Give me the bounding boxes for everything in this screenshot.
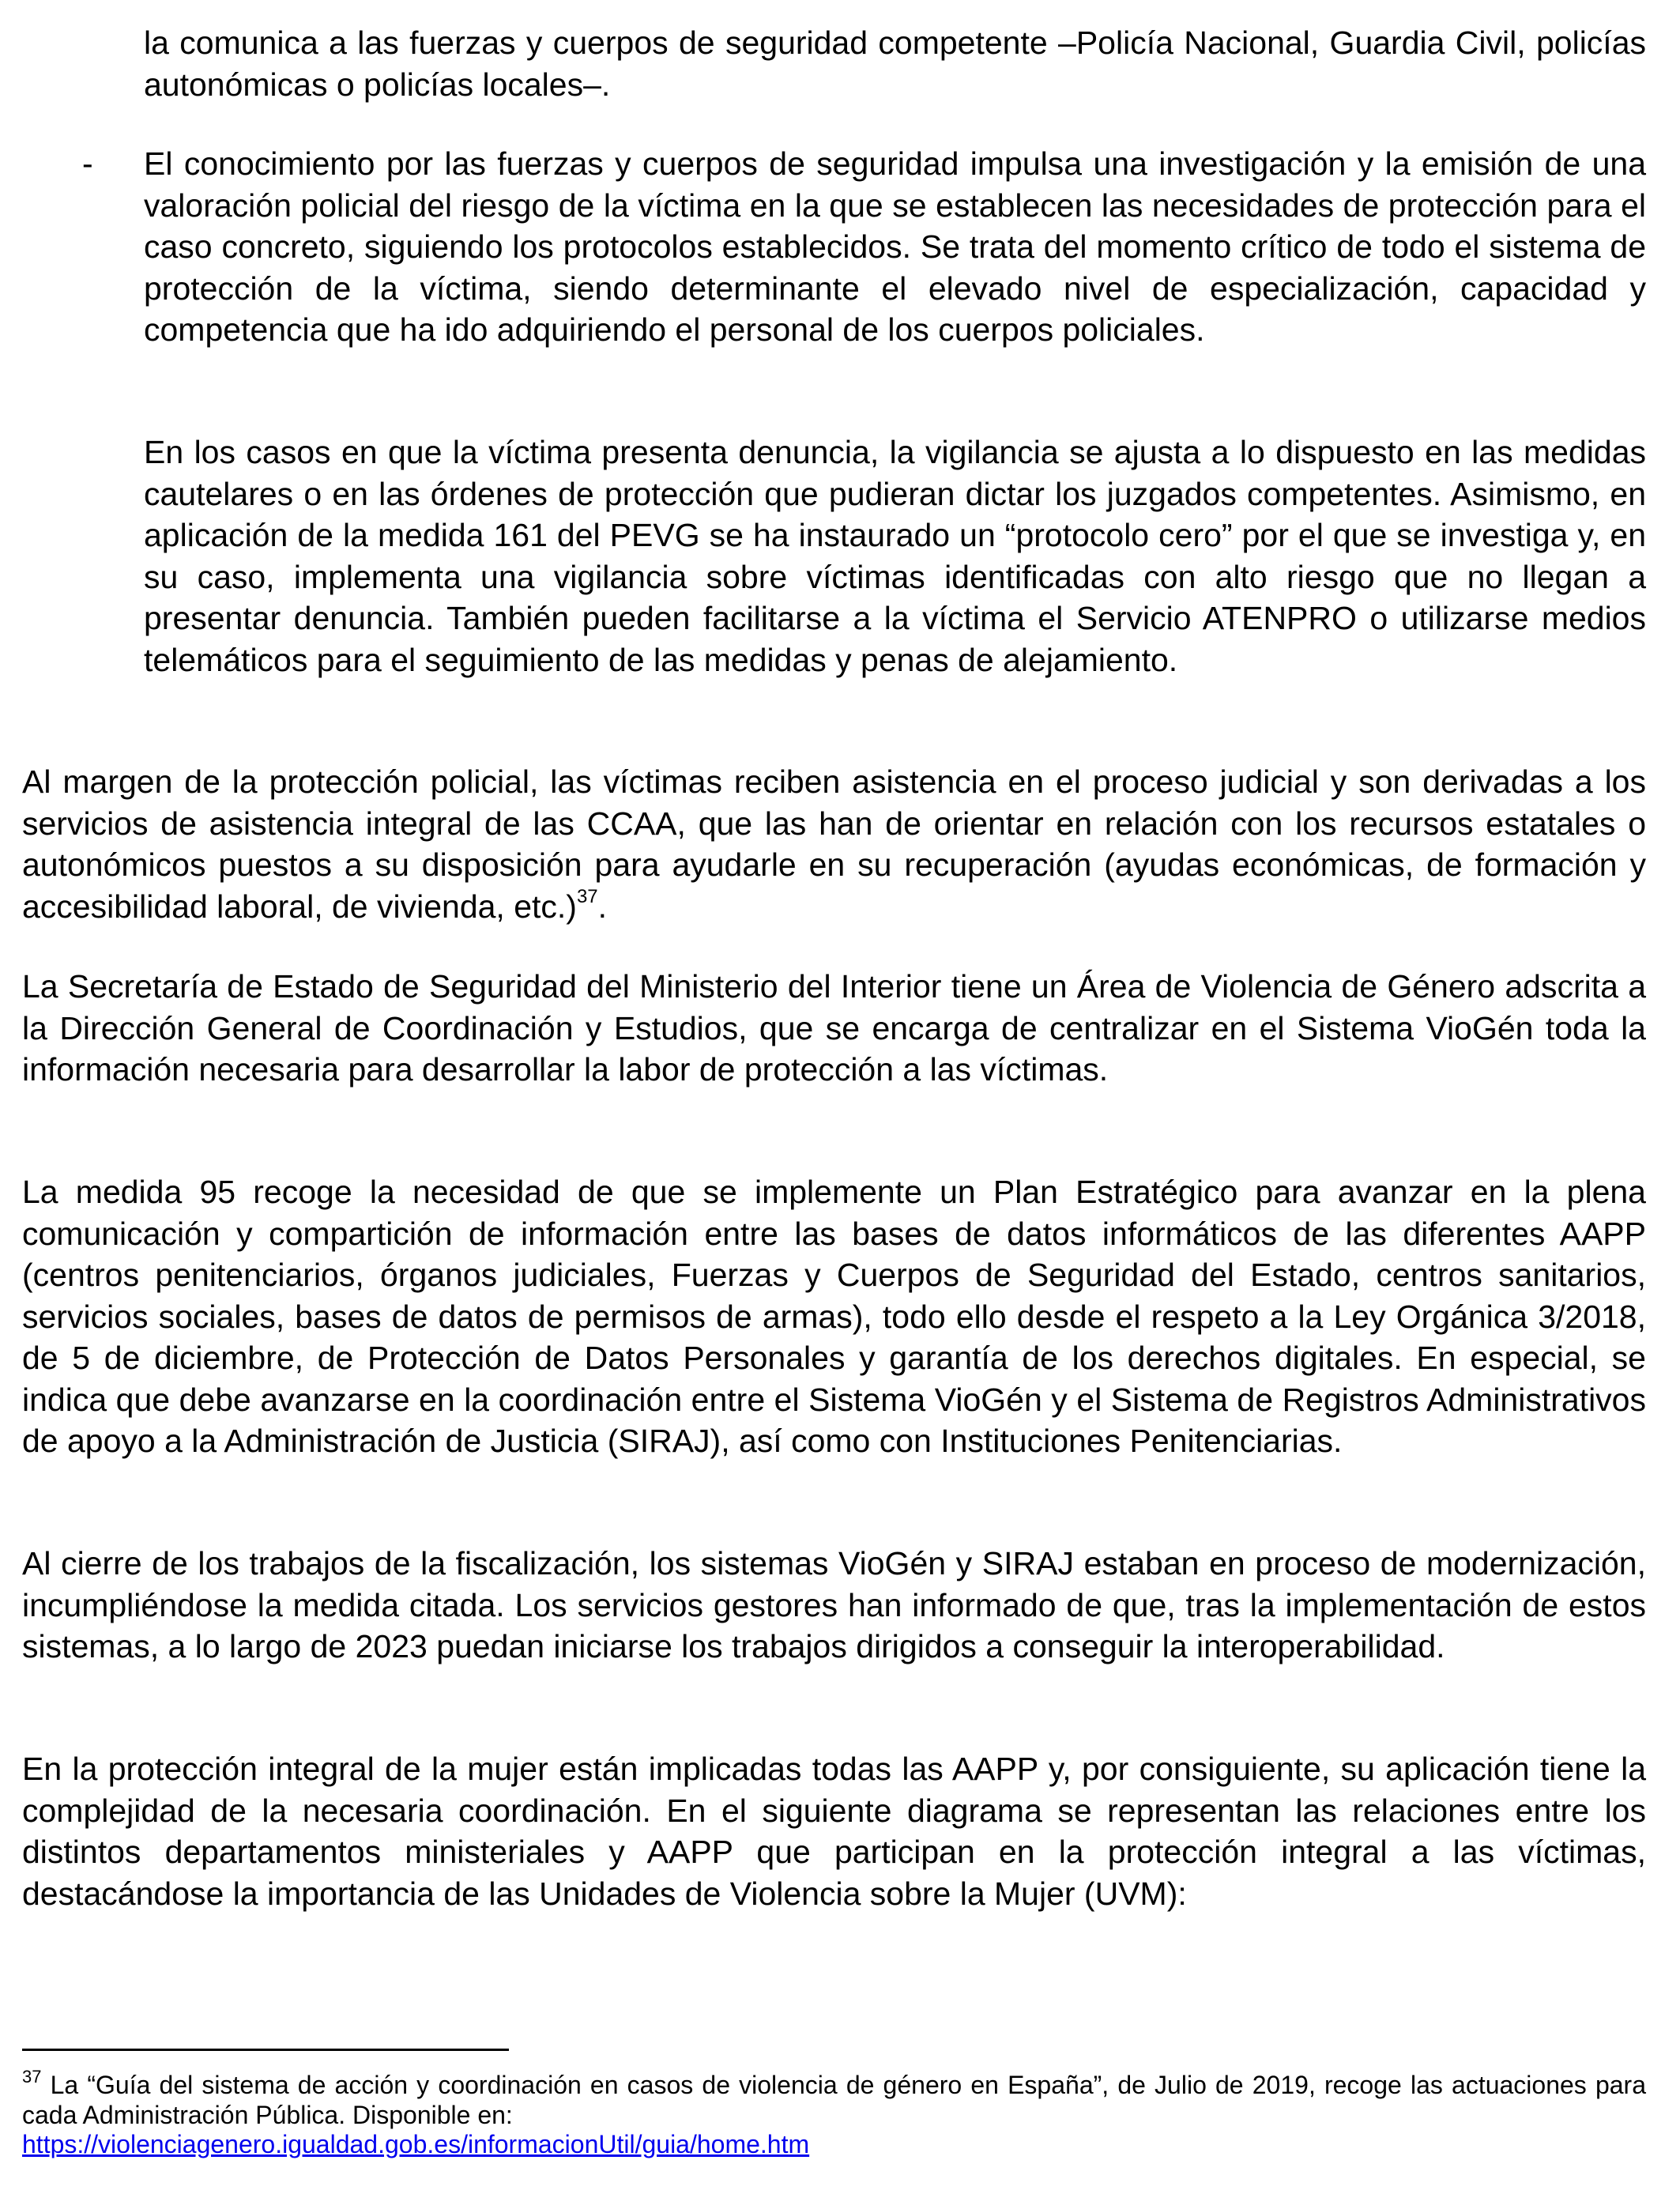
paragraph-complaint-surveillance: En los casos en que la víctima presenta denuncia, la vigilancia se ajusta a lo dispuesto en las medidas cautelares o en las órdenes de protección que pudieran dictar los juzgados competentes. Asimismo, en aplicación de la medida 161 del PEVG se ha instaurado un “protocolo cero” por el que se investiga y, en su caso, implementa una vigilancia sobre víctimas identificadas con alto riesgo que no llegan a presentar denuncia. También pueden facilitarse a la víctima el Servicio ATENPRO o utilizarse medios telemáticos para el seguimiento de las medidas y penas de alejamiento. — [144, 434, 1646, 678]
list-dash: - — [82, 145, 93, 182]
footnote-text: La “Guía del sistema de acción y coordinación en casos de violencia de género en España”, de Julio de 2019, recoge las actuaciones para cada Administración Pública. Disponible en: — [22, 2071, 1646, 2129]
footnote-reference[interactable]: 37 — [576, 885, 598, 907]
footnote-number: 37 — [22, 2067, 42, 2087]
paragraph-text: Al margen de la protección policial, las víctimas reciben asistencia en el proceso judicial y son derivadas a los servicios de asistencia integral de las CCAA, que las han de orientar en relación con los recursos estatales o autonómicos puestos a su disposición para ayudarle en su recuperación (ayudas económicas, de formación y accesibilidad laboral, de vivienda, etc.) — [22, 763, 1646, 925]
paragraph-proteccion-integral: En la protección integral de la mujer están implicadas todas las AAPP y, por consiguiente, su aplicación tiene la complejidad de la necesaria coordinación. En el siguiente diagrama se representan las relaciones entre los distintos departamentos ministeriales y AAPP que participan en la protección integral a las víctimas, destacándose la importancia de las Unidades de Violencia sobre la Mujer (UVM): — [22, 1751, 1646, 1912]
paragraph-secretaria-estado: La Secretaría de Estado de Seguridad del Ministerio del Interior tiene un Área de Violencia de Género adscrita a la Dirección General de Coordinación y Estudios, que se encarga de centralizar en el Sistema VioGén toda la información necesaria para desarrollar la labor de protección a las víctimas. — [22, 968, 1646, 1088]
footnote-link[interactable]: https://violenciagenero.igualdad.gob.es/informacionUtil/guia/home.htm — [22, 2130, 810, 2158]
paragraph-judicial-assistance — [22, 761, 1646, 927]
paragraph-medida-95: La medida 95 recoge la necesidad de que se implemente un Plan Estratégico para avanzar en la plena comunicación y compartición de información entre las bases de datos informáticos de las diferentes AAPP (centros penitenciarios, órganos judiciales, Fuerzas y Cuerpos de Seguridad del Estado, centros sanitarios, servicios sociales, bases de datos de permisos de armas), todo ello desde el respeto a la Ley Orgánica 3/2018, de 5 de diciembre, de Protección de Datos Personales y garantía de los derechos digitales. En especial, se indica que debe avanzarse en la coordinación entre el Sistema VioGén y el Sistema de Registros Administrativos de apoyo a la Administración de Justicia (SIRAJ), así como con Instituciones Penitenciarias. — [22, 1174, 1646, 1459]
paragraph-end: . — [597, 888, 608, 925]
paragraph-continuation: la comunica a las fuerzas y cuerpos de seguridad competente –Policía Nacional, Guardia Civil, policías autonómicas o policías locales–. — [144, 25, 1646, 103]
footnote — [22, 2067, 1646, 2160]
paragraph-fiscalizacion: Al cierre de los trabajos de la fiscalización, los sistemas VioGén y SIRAJ estaban en proceso de modernización, incumpliéndose la medida citada. Los servicios gestores han informado de que, tras la implementación de estos sistemas, a lo largo de 2023 puedan iniciarse los trabajos dirigidos a conseguir la interoperabilidad. — [22, 1545, 1646, 1664]
paragraph-police-investigation: El conocimiento por las fuerzas y cuerpos de seguridad impulsa una investigación y la emisión de una valoración policial del riesgo de la víctima en la que se establecen las necesidades de protección para el caso concreto, siguiendo los protocolos establecidos. Se trata del momento crítico de todo el sistema de protección de la víctima, siendo determinante el elevado nivel de especialización, capacidad y competencia que ha ido adquiriendo el personal de los cuerpos policiales. — [144, 145, 1646, 348]
footnote-divider — [22, 2049, 509, 2051]
